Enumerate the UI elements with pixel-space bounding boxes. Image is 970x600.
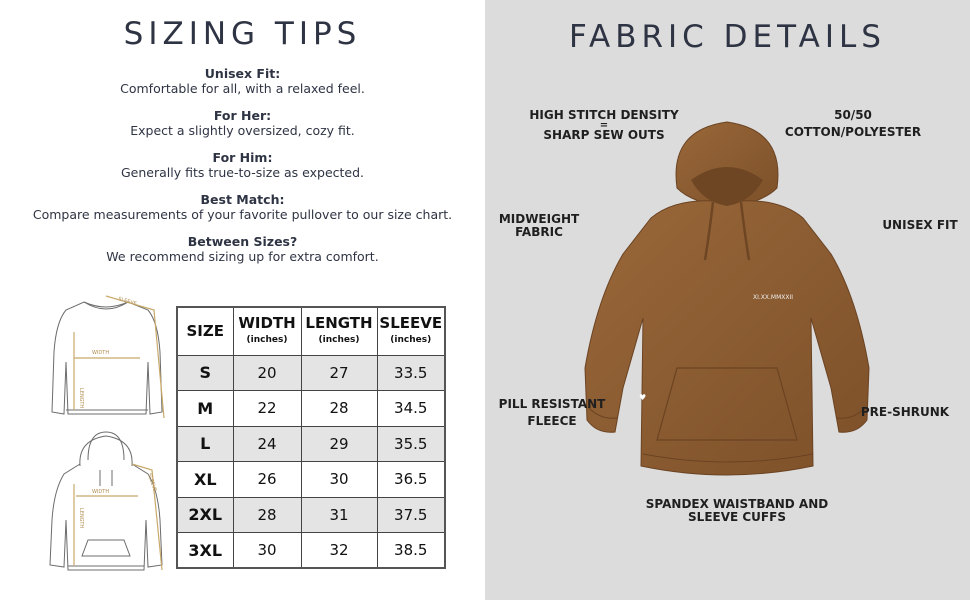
tip-text: We recommend sizing up for extra comfort. xyxy=(106,249,379,264)
column-label: WIDTH xyxy=(238,313,296,332)
sketch-label-width: WIDTH xyxy=(92,489,110,495)
feature-pre-shrunk xyxy=(855,406,955,419)
width-cell: 28 xyxy=(233,497,301,533)
length-cell: 31 xyxy=(301,497,377,533)
column-label: LENGTH xyxy=(305,313,373,332)
feature-line: SPANDEX WAISTBAND AND xyxy=(645,497,829,511)
table-row xyxy=(177,391,445,427)
width-cell: 26 xyxy=(233,462,301,498)
sleeve-cell: 35.5 xyxy=(377,426,445,462)
column-label: SLEEVE xyxy=(379,313,443,332)
feature-line: FABRIC xyxy=(515,224,563,239)
size-cell: XL xyxy=(177,462,233,498)
tip-text: Comfortable for all, with a relaxed feel. xyxy=(120,81,365,96)
length-cell: 30 xyxy=(301,462,377,498)
feature-cotton-polyester xyxy=(783,109,923,138)
feature-line: COTTON/POLYESTER xyxy=(784,124,922,139)
sleeve-cell: 34.5 xyxy=(377,391,445,427)
sizing-tips-title: SIZING TIPS xyxy=(123,16,362,52)
column-header-sleeve xyxy=(377,307,445,355)
table-row xyxy=(177,497,445,533)
sketch-label-length: LENGTH xyxy=(78,508,84,529)
column-header-length xyxy=(301,307,377,355)
column-unit: (inches) xyxy=(246,334,288,345)
width-cell: 24 xyxy=(233,426,301,462)
size-cell: 3XL xyxy=(177,533,233,569)
size-chart-table xyxy=(176,306,446,569)
hoodie-photo xyxy=(581,118,877,484)
column-unit: (inches) xyxy=(318,334,360,345)
tip-for-her xyxy=(0,108,485,138)
width-cell: 20 xyxy=(233,355,301,391)
feature-line: FLEECE xyxy=(527,413,577,428)
feature-unisex-fit xyxy=(875,219,965,232)
sweatshirt-sketch xyxy=(44,292,168,426)
table-row xyxy=(177,426,445,462)
feature-line: = xyxy=(599,119,609,131)
length-cell: 29 xyxy=(301,426,377,462)
embroidery-text: XI.XX.MMXXII xyxy=(753,294,794,301)
feature-pill-resistant xyxy=(495,398,609,427)
length-cell: 28 xyxy=(301,391,377,427)
length-cell: 32 xyxy=(301,533,377,569)
feature-spandex-cuffs xyxy=(637,498,837,523)
width-cell: 30 xyxy=(233,533,301,569)
tip-text: Generally fits true-to-size as expected. xyxy=(120,165,365,180)
tip-heading: For Her: xyxy=(213,108,272,123)
fabric-details-panel xyxy=(485,0,970,600)
sketch-label-width: WIDTH xyxy=(92,350,110,356)
feature-line: SLEEVE CUFFS xyxy=(688,509,786,524)
column-label: SIZE xyxy=(186,322,224,341)
sleeve-cell: 38.5 xyxy=(377,533,445,569)
sleeve-cell: 37.5 xyxy=(377,497,445,533)
sketch-label-length: LENGTH xyxy=(78,388,84,409)
sketch-label-sleeve: SLEEVE xyxy=(117,296,138,308)
hoodie-sketch xyxy=(44,430,168,575)
feature-midweight-fabric xyxy=(491,213,587,238)
size-cell: M xyxy=(177,391,233,427)
length-cell: 27 xyxy=(301,355,377,391)
size-cell: 2XL xyxy=(177,497,233,533)
tip-heading: Best Match: xyxy=(200,192,285,207)
size-cell: S xyxy=(177,355,233,391)
feature-line: PILL RESISTANT xyxy=(498,397,606,411)
feature-stitch-density xyxy=(529,109,679,141)
feature-line: MIDWEIGHT xyxy=(498,212,580,226)
table-row xyxy=(177,462,445,498)
tip-heading: Between Sizes? xyxy=(187,234,298,249)
tip-heading: Unisex Fit: xyxy=(204,66,281,81)
tip-text: Compare measurements of your favorite pullover to our size chart. xyxy=(32,207,453,222)
table-row xyxy=(177,355,445,391)
feature-line: HIGH STITCH DENSITY xyxy=(529,108,679,122)
tip-heading: For Him: xyxy=(212,150,273,165)
sleeve-cell: 33.5 xyxy=(377,355,445,391)
fabric-details-title: FABRIC DETAILS xyxy=(569,19,886,55)
column-header-size xyxy=(177,307,233,355)
feature-line: UNISEX FIT xyxy=(882,218,958,232)
tip-between-sizes xyxy=(0,234,485,264)
column-header-width xyxy=(233,307,301,355)
feature-line: PRE-SHRUNK xyxy=(860,405,950,419)
size-cell: L xyxy=(177,426,233,462)
tip-for-him xyxy=(0,150,485,180)
sleeve-cell: 36.5 xyxy=(377,462,445,498)
tip-text: Expect a slightly oversized, cozy fit. xyxy=(130,123,355,138)
tip-best-match xyxy=(0,192,485,222)
column-unit: (inches) xyxy=(390,334,432,345)
heart-icon: ♥ xyxy=(639,393,647,402)
sketch-label-sleeve: SLEEVE xyxy=(146,472,158,493)
feature-line: 50/50 xyxy=(834,108,872,122)
table-header-row xyxy=(177,307,445,355)
width-cell: 22 xyxy=(233,391,301,427)
tip-unisex-fit xyxy=(0,66,485,96)
table-row xyxy=(177,533,445,569)
feature-line: SHARP SEW OUTS xyxy=(543,127,665,142)
